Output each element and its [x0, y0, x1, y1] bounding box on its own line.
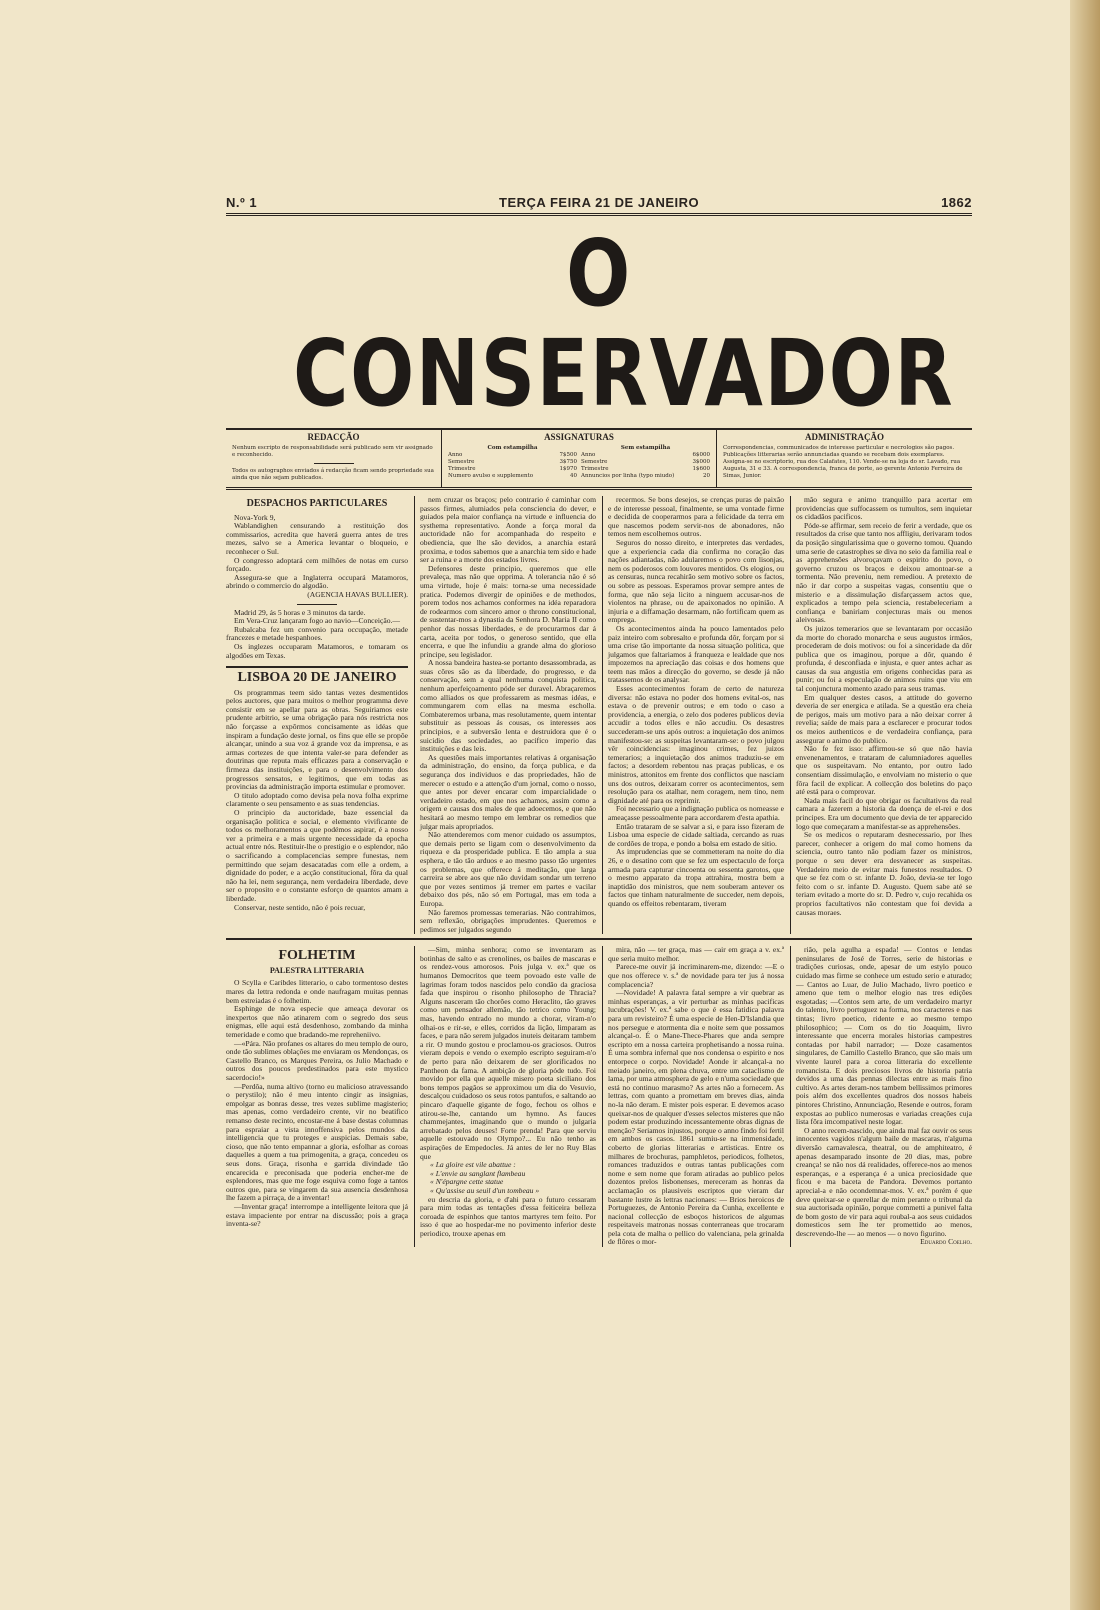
paragraph: Não faremos promessas temerarias. Não contrahimos, sem reflexão, obrigações imprudentes. Queremos e pedimos ser julgados segundo [420, 907, 596, 934]
poem-line: « La gloire est vile abattue : [430, 1160, 516, 1170]
lisboa-heading: LISBOA 20 DE JANEIRO [237, 670, 397, 686]
redaccao-box [226, 430, 441, 487]
paragraph: —«Pára. Não profanes os altares do meu templo de ouro, onde tão sublimes oblações me enviaram os Mendonças, os Castello Branco, os Marques Pereira, os Julio Machado e outros dos poucos predestinados para este mystico sacerdocio!» [226, 1038, 408, 1082]
paragraph: Os acontecimentos ainda ha pouco lamentados pelo paiz inteiro com sobresalto e profunda dôr, forçam por si uma crise tão importante da nossa situação politica, que julgamos que faltariamos á franqueza e lealdade que nos impozemos na apreciação das coisas e dos homens que teem nas mãos a direcção do governo, se desde já não tratassemos de os analysar. [608, 623, 784, 685]
folhetim-column-2 [414, 946, 596, 1247]
price-label: Annuncios por linha (typo miudo) [581, 473, 675, 479]
price-table-com [448, 445, 577, 480]
poem-line: « Qu'assise au seuil d'un tombeau » [430, 1185, 540, 1195]
info-band [226, 430, 972, 490]
poem-line: « N'épargne cette statue [430, 1177, 504, 1187]
administracao-box [716, 430, 972, 487]
redaccao-text: Todos os autographos enviados á redacção ficam sendo propriedade sua ainda que não sejam publicados. [232, 468, 434, 481]
folhetim-subtitle: PALESTRA LITTERARIA [269, 965, 365, 975]
paragraph: Foi necessario que a indignação publica os nomeasse e ameaçasse pessoalmente para accordarem d'esta apathia. [608, 804, 784, 822]
paragraph: As imprudencias que se commetteram na noite do dia 26, e o desatino com que se fez um espectaculo de força armada para capturar cincoenta ou sessenta garotos, que o mesmo apparato da tropa attrahira, mostra bem a inaptidão dos ministros, que nem souberam antever os factos que tinham naturalmente de succeder, nem depois, quando os effeitos rebentaram, tiveram [608, 847, 784, 908]
issue-number: N.º 1 [226, 195, 258, 210]
paragraph: Esphinge de nova especie que ameaça devorar os inexpertos que não atinarem com o segredo dos seus enigmas, elle aqui está desdenhoso, zombando da minha temeridade e como que bradando-me repreheniivo. [226, 1004, 408, 1040]
paragraph: Os programmas teem sido tantas vezes desmentidos pelos auctores, que para muitos o melhor programma deve consistir em se apellar para as obras. Seguiriamos este prudente arbitrio, se uma obrigação para nós restricta nos não forçasse a expôrmos concisamente as idéas que inspiram a fundação deste jornal, os fins que elle se propõe alcançar, unindo a sua voz á grande voz da imprensa, e as armas cortezes de que intenta valer-se para defender as doutrinas que reputa mais efficazes para a conservação e firmeza das instituições, e para o desenvolvimento dos progressos sensatos, e legitimos, que em todas as provincias da administração importa estimular e promover. [226, 687, 408, 792]
price-label: Numero avulso e supplemento [448, 473, 534, 479]
column-2 [414, 496, 596, 934]
price-table-sem [581, 445, 710, 480]
column-4 [790, 496, 972, 934]
paragraph: Póde-se affirmar, sem receio de ferir a verdade, que os resultados da crise que tanto nos affligiu, derivaram todos da posição singularissima que o governo tomou. Quando uma serie de catastrophes se diva no seio da familia real e as apprehensões alvoroçavam o espirito do povo, o governo cruzou os braços e deixou amontoar-se a tormenta. Não preveniu, nem remediou. A pretexto de não ir dar corpo a suspeitas vagas, consentiu que o misterio e a dissimulação disfarçassem actos que, explicados a tempo pela sciencia, restabeleceriam a confiança e baniriam conjecturas mais ou menos aleivosas. [796, 520, 972, 625]
price-value: 7$500 [559, 452, 577, 458]
price-value: 3$750 [559, 459, 577, 465]
price-value: 3$000 [692, 459, 710, 465]
price-value: 40 [570, 473, 577, 479]
paragraph: Os juizos temerarios que se levantaram por occasião da morte do chorado monarcha e seus augustos irmãos, procederam de dois motivos: ou foi a sinceridade da dôr publica que os imaginou, porque a dôr, quando é profunda, é desconfiada e injusta, e quer antes achar as causas da sua angustia em origens conhecidas para as punir; ou foi a especulação de animos ruins que viu em tal conjunctura momento azado para seus tramas. [796, 623, 972, 694]
issue-year: 1862 [941, 195, 972, 210]
price-value: 1$600 [692, 466, 710, 472]
paragraph: —Inventar graça! interrompe a intelligente leitora que já estava impaciente por entrar na discussão; pois a graça inventa-se? [226, 1201, 408, 1229]
dateline [226, 195, 972, 216]
paragraph: —Novidade! A palavra fatal sempre a vir quebrar as minhas esperanças, a vir perturbar as minhas pacificas lucubrações! V. ex.ª sabe o que é essa fatidica palavra para um revisteiro? É uma especie de Hen-D'Islandia que nos persegue e atormenta dia e noite sem que possamos alcançal-o. É o Mane-Thece-Phares que anda sempre escripto em a nossa carteira prophetisando a nossa ruina. É uma sombra infernal que nos condensa o espirito e nos entorpece o corpo. Novidade! Aonde ir alcançal-a no meiado janeiro, em plena chuva, entre um cataclismo de lama, por uma atmosphera de gelo e n'uma sociedade que está no continuo marasmo? As artes não a fornecem. As lettras, com quanto a promettam em breves dias, ainda no-la não deram. E mister pois esperar. E devemos acaso queixar-nos de qualquer d'esses selectos misteres que não podem estar produzindo incessantemente obras dignas de menção? Seriamos injustos, porque o anno findo foi fertil em ambos os casos. 1861 sumiu-se na immensidade, coberto de glorias litterarias e artisticas. Entre os milhares de brochuras, pamphletos, periodicos, folhetos, romances traduzidos e outras tantas publicações com nome e sem nome que foram atiradas ao publico pelos dozentos prelos lisbonenses, mereceram as honras da acclamação os plausiveis escriptos que vieram dar bastante lustre ás lettras nacionaes: — Brios heroicos de Portuguezes, de Antonio Pereira da Cunha, excellente e nacional collecção de esboços historicos de algumas respeitaveis matronas nossas conterraneas que trocaram pela cota de malha o pellico do valenciana, pela grinalda de flôres o mor- [608, 988, 784, 1247]
price-label: Semestre [448, 459, 475, 465]
paragraph: —Perdôa, numa altivo (torno eu malicioso atravessando o perystilo); não é meu intento cingir as insignias, empolgar as bonras desse, tres vezes sublime magisterio; mas apenas, como verdadeiro crente, vir no beatifico remanso deste recinto, encostar-me á base destas columnas para espraiar a vista innoffensiva pelos mundos da intelligencia que tu proteges e auspicias. Demais sabe, cioso, que não tento empannar a gloria, esfolhar as coroas daquelles a quem a tua primogenita, a graça, concedeu os seus dons. Graça, risonha e garrida divindade tão encarecida e preconisada que poderia encher-me de esplendores, mas que me foge esquiva como foge a tantos outros que, para se vingarem da sua ausencia desdenhosa lhe fazem a pirraça, de a inventar! [226, 1081, 408, 1203]
paragraph: Assegura-se que a Inglaterra occupará Matamoros, abrindo o commercio do algodão. [226, 572, 408, 591]
paragraph: As questões mais importantes relativas á organisação da administração, do ensino, da força publica, e da segurança dos individuos e das propriedades, hão de merecer o estudo e a attenção d'um jornal, como o nosso, que antes por dever encarar com imparcialidade o verdadeiro estado, em que nos achamos, assim como a origem e causas dos males de que adoecemos, e que não hesitará ao mesmo tempo em lembrar os remedios que julgar mais apropriados. [420, 752, 596, 831]
column-1 [226, 496, 408, 934]
paragraph: Seguros do nosso direito, e interpretes das verdades, que a experiencia cada dia confirma no coração das nações adiantadas, não adularemos o povo com lisonjas, nem os poderosos com louvores mentidos. Os elogios, ou as censuras, nunca recahirão sem motivo sobre os factos, ou sobre as pessoas. Esperamos provar sempre antes de forma, que não seja licito a ninguem accusar-nos de violentos na phrase, ou de apaixonados no opinião. A injuria e a diffamação desarmam, não fortificam quem as emprega. [608, 537, 784, 625]
paragraph: Parece-me ouvir já incriminarem-me, dizendo: —E o que nos offerece v. s.ª de novidade para ter jus á nossa complacencia? [608, 962, 784, 989]
paragraph: Nova-York 9, [234, 512, 276, 522]
price-value: 20 [703, 473, 710, 479]
price-label: Trimestre [581, 466, 609, 472]
paragraph: rião, pela agulha a espada! — Contos e lendas peninsulares de José de Torres, serie de historias e tradições curiosas, onde, apesar de um estylo pouco cuidado mas firme se conhece um estudo serio e aturado; — Cantos ao Luar, de Julio Machado, livro poetico e ameno que tem o melhor elogio nas tres edições esgotadas; —Contos sem arte, de um verdadeiro martyr do talento, livro portuguez na forma, nos caracteres e nas tintas; livro poetico, ridente e ao mesmo tempo philosophico; — Com os do tio Joaquim, livro interessante que encerra morales historias campestres contadas por habil narrador; — Doze casamentos singulares, de Camillo Castello Branco, que são mais um vivente laurel para a coroa litteraria do excellente romancista. E dois preciosos livros de historia patria devidos a uma das pennas dilectas entre as mais fino cultivo. As artes deram-nos tambem bellissimos primores pois além dos excellentes quadros dos nossos habeis pintores Christino, Annunciação, Resende e outros, foram expostas ao publico numerosas e variadas creações cuja lista fôra imcompativel neste logar. [796, 945, 972, 1127]
redaccao-text: Nenhum escripto de responsabilidade será publicado sem vir assignado e reconhecido. [232, 445, 433, 458]
paragraph: Não fe fez isso: affirmou-se só que não havia envenenamentos, e trataram de calumniadores aquelles que os suspeitavam. No entanto, por outro lado consentiam dissimulação, e envolviam no misterio o que fôra facil de explicar. A collecção dos boletins do paço até está para o comprovar. [796, 744, 972, 797]
paragraph: Esses acontecimentos foram de certo de natureza diversa: não estava no poder dos homens evital-os, nas estava o de prevenir outros; e em todo o caso a providencia, a energia, o zelo dos poderes publicos devia accudir a todos elles e não accudiu. Os desastres succederam-se uns após outros: a inquietação dos animos manifestou-se: as suspeitas levantaram-se: o povo julgou vêr coincidencias: imaginou crimes, fez juizos temerarios; a inquietação dos animos traduziu-se em factos; a desordem rebentou nas praças publicas, e os ministros, attonitos em frente dos conflictos que nasciam uns dos outros, deixaram correr os acontecimentos, sem resolução para os atalhar, nem coragem, nem tino, nem dignidade até para os reprimir. [608, 684, 784, 805]
paragraph: Então trataram de se salvar a si, e para isso fizeram de Lisboa uma especie de cidade saltiada, cercando as ruas de cordões de tropa, e pondo a bolsa em estado de sitio. [608, 821, 784, 848]
issue-date: TERÇA FEIRA 21 DE JANEIRO [499, 195, 700, 210]
despachos-heading: DESPACHOS PARTICULARES [246, 498, 388, 509]
poem-line: « L'envie au sanglant flambeau [430, 1168, 526, 1178]
paragraph: A nossa bandeira hastea-se portanto desassombrada, as suas côres são as da liberdade, do progresso, e da conservação, sem a qual nenhuma conquista politica, nenhum aperfeiçoamento póde ser duravel. Abraçaremos como alliados os que professarem as mesmas idéas, e commungarem com ellas na mesma escholla. Combateremos urbana, mas resolutamente, quem intentar substituir as pessoas ás cousas, os interesses aos principios, e a subversão lenta e destruidora que é o suicidio das sociedades, ao pacifico imperio das instituições e das leis. [420, 658, 596, 754]
main-columns [226, 496, 972, 934]
redaccao-title: REDACÇÃO [307, 432, 360, 442]
folhetim-section [226, 946, 972, 1247]
paragraph: mão segura e animo tranquillo para acertar em providencias que suffocassem os tumultos, sem inquietar os cidadãos pacificos. [796, 495, 972, 522]
paragraph: Os inglezes occuparam Matamoros, e tomaram os algodões em Texas. [226, 641, 408, 660]
paragraph: O congresso adoptará cem milhões de notas em curso forçado. [226, 555, 408, 574]
paragraph: —Sim, minha senhora; como se inventaram as botinhas de salto e as crenolines, os bailes de mascaras e os rendez-vous amorosos. Pois julga v. ex.ª que os humanos Democritos que teem povoado este valle de lagrimas foram todos nascidos pelo condão da graciosa fada que inspirou o risonho philosopho de Thracia? Alguns nasceram tão chorões como Heraclito, tão graves como um pensador allemão, tão tetrico como Young; mas, havendo entrado no mundo a chorar, viram-n'o olhai-os e rir-se, e elles, corridos da lição, limparam as faces, e para não serem julgados inuteis deitaram tambem a rir. O mundo gostou e proclamou-os graciosos. Outros vieram depois e vendo o exemplo escripto seguiram-n'o de perto para não deixarem de ser glorificados no Pantheon da fama. A ambição de gloria póde tudo. Foi movido por ella que aquelle misero poeta siciliano dos bons tempos pagãos se approximou um dia do Vesuvio, descalçou cuidadoso os seus rotos pantufos, e saltando ao pincaro d'aquelle gigante de fogo, fechou os olhos e atirou-se-lhe, cantando um hymno. As fauces chammejantes, imaginando que o mundo o julgaria arrebatado pelos deuses! Forte prenda! Para que serviu aquelle estouvado no Olympo?... Eu não tenho as aspirações de Empedocles. Já antes de ler no Ruy Blas que [420, 945, 596, 1161]
paragraph: Nada mais facil do que obrigar os facultativos da real camara a fazerem a historia da doença de el-rei e dos principes. Era um documento que devia de ter apparecido logo que começaram a manifestar-se as apprehensões. [796, 795, 972, 831]
paragraph: O anno recem-nascido, que ainda mal faz ouvir os seus innocentes vagidos n'algum baile de mascaras, n'alguma diversão carnavalesca, theatral, ou de amphiteatro, é apenas desamparado insonte de 20 dias, mas, pobre creança! se não nos dá realidades, offerece-nos ao menos esperanças, e a esperança é a unica preciosidade que ficou e ma baceta de Pandora. Devemos portanto aprecial-a e não ocondemnar-mos. V. ex.ª porém é que deve queixar-se e querellar de mim perante o tribunal da sua auctorisada opinião, porque commetti a punivel falta de bom gosto de vir para aqui roubal-a aos seus cuidados domesticos sem lhe ter promettido ao menos, descrevendo-lhe — ao menos — o novo figurino. [796, 1125, 972, 1238]
newspaper-title: O CONSERVADOR [293, 220, 955, 427]
paragraph: Em qualquer destes casos, a attitude do governo deveria de ser energica e atilada. Se a questão era cheia de perigos, mais um motivo para a não deixar correr á revelia; saíde de mais para a esclarecer e procurar todos os meios authenticos e de verdadeira confiança, para assegurar o animo do publico. [796, 692, 972, 745]
assignaturas-title: ASSIGNATURAS [544, 432, 614, 442]
paragraph: eu descria da gloria, e d'ahi para o futuro cessaram para mim todas as tentações d'essa feiticeira belleza coroada de espinhos que tantos martyres tem feito. Por isso é que ao hospedar-me no povimento inferior deste periodico, trouxe apenas em [420, 1194, 596, 1238]
paragraph: mira, não — ter graça, mas — cair em graça a v. ex.ª que seria muito melhor. [608, 945, 784, 963]
paragraph: O principio da auctoridade, baze essencial da organisação politica e social, e elemento vivificante de todos os melhoramentos a que podémos aspirar, é a nosso ver a primeira e a mais urgente necessidade da epocha actual entre nós. Restituir-lhe o prestigio e o esplendor, não o sacrificando a complacencias sempre funestas, nem permittindo que sejam desacatadas com elle a ordem, a dignidade do poder, e a acção constitucional, fôra da qual não ha lei, nem segurança, nem verdadeira liberdade, deve ser o proposito e o constante esforço de quantos amam a liberdade. [226, 808, 408, 903]
page-edge [1070, 0, 1100, 1610]
price-heading: Com estampilha [487, 445, 538, 451]
price-label: Trimestre [448, 466, 476, 472]
price-value: 1$970 [559, 466, 577, 472]
folhetim-column-4 [790, 946, 972, 1247]
price-heading: Sem estampilha [620, 445, 671, 451]
paragraph: Madrid 29, ás 5 horas e 3 minutos da tarde. [234, 607, 366, 617]
paragraph: Se os medicos o reputaram desnecessario, por lhes parecer, conhecer a origem do mal como homens da sciencia, outro tanto não podiam fazer os ministros, porque o seu dever era desvanecer as suspeitas. Verdadeiro meio de evitar mais funestos resultados. O que se fez com o sr. infante D. João, devia-se ter logo feito com o sr. infante D. Augusto. Quem sabe até se teriam evitado a morte do sr. D. Pedro v, cujo recahida os proprios facultativos não contestam que foi devida a causas moraes. [796, 830, 972, 917]
administracao-title: ADMINISTRAÇÃO [804, 432, 884, 442]
folhetim-heading: FOLHETIM [278, 948, 356, 964]
paragraph: Defensores deste principio, queremos que elle prevaleça, mas não que opprima. A tolerancia não é só uma virtude, hoje é mais: torna-se uma necessidade pratica. Podemos divergir de opiniões e de methodos, porem todos nos achamos conformes na idéa reparadora de rodearmos com sincero amor o throno constitucional, de sustentar-mos a dynastia da Senhora D. Maria II como penhor das nossas liberdades, e de procurarmos dar á carta, aceita por todos, o generoso sentido, que ella encerra, e que lhe infundiu a grande alma do glorioso principe, seu legislador. [420, 563, 596, 659]
paragraph: Rubalcaba fez um convenio para occupação, metade francezes e metade hespanhoes. [226, 624, 408, 643]
folhetim-column-1 [226, 946, 408, 1247]
assignaturas-box [441, 430, 716, 487]
paragraph: nem cruzar os braços; pelo contrario é caminhar com passos firmes, alumiados pela consciencia do dever, e guiados pela maior confiança na virtude e influencia do systhema representativo. Aonde a força moral da auctoridade não for acompanhada do respeito e obediencia, que lhe são devidos, a anarchia estará proxima, e todos sabemos que a anarchia tem sido e hade ser a ruina e a morte dos estados livres. [420, 495, 596, 565]
paragraph: recermos. Se bons desejos, se crenças puras de paixão e de interesse pessoal, finalmente, se uma vontade firme e decidida de cooperarmos para a felicidade da terra em que nascemos podem servir-nos de abonadores, não temos nem escolhemos outros. [608, 495, 784, 539]
administracao-text: Correspondencias, communicados de interesse particular e necrologios são pagos. Publicações litterarias serão annunciadas quando se recebam dois exemplares. Assigna-se no escriptorio, rua dos Calafates, 110. Vende-se na loja do sr. Lavado, rua Augusta, 31 e 33. A correspondencia, franca de porte, ao gerente Antonio Ferreira de Simas, Junior. [723, 445, 963, 479]
price-value: 6$000 [692, 452, 710, 458]
agency-credit: (AGENCIA HAVAS BULLIER). [307, 589, 408, 599]
paragraph: Não attenderemos com menor cuidado os assumptos, que demais perto se ligam com o desenvolvimento da riqueza e da prosperidade publica. E tão ampla a sua esphera, e tão tão arduos e ao mesmo passo tão urgentes os problemas, que offerece á meditação, que larga carreira se abre aos que não duvidam sondar um terreno que por vezes sentimos já tremer em partes e vacilar debaixo dos pés, não só em Portugal, mas em toda a Europa. [420, 830, 596, 908]
newspaper-page [226, 195, 972, 1247]
price-label: Semestre [581, 459, 608, 465]
paragraph: O titulo adoptado como devisa pela nova folha exprime claramente o seu pensamento e as suas tendencias. [226, 790, 408, 809]
folhetim-column-3 [602, 946, 784, 1247]
paragraph: O Scylla e Caribdes litterario, o cabo tormentoso destes mares da lettra redonda e onde naufragam muitas pennas bem estreiadas é o folhetim. [226, 978, 408, 1005]
price-label: Anno [448, 452, 463, 458]
paragraph: Conservar, neste sentido, não é pois recuar, [234, 902, 366, 912]
author-signature: Eduardo Coelho. [920, 1237, 972, 1247]
paragraph: Em Vera-Cruz lançaram fogo ao navio—Conceição.— [234, 616, 401, 626]
column-3 [602, 496, 784, 934]
paragraph: Wablandighen censurando a restituição dos commissarios, acredita que haverá guerra antes de tres mezes, salvo se a America levantar o bloqueio, e reconhecer o Sul. [226, 521, 408, 556]
price-label: Anno [581, 452, 596, 458]
